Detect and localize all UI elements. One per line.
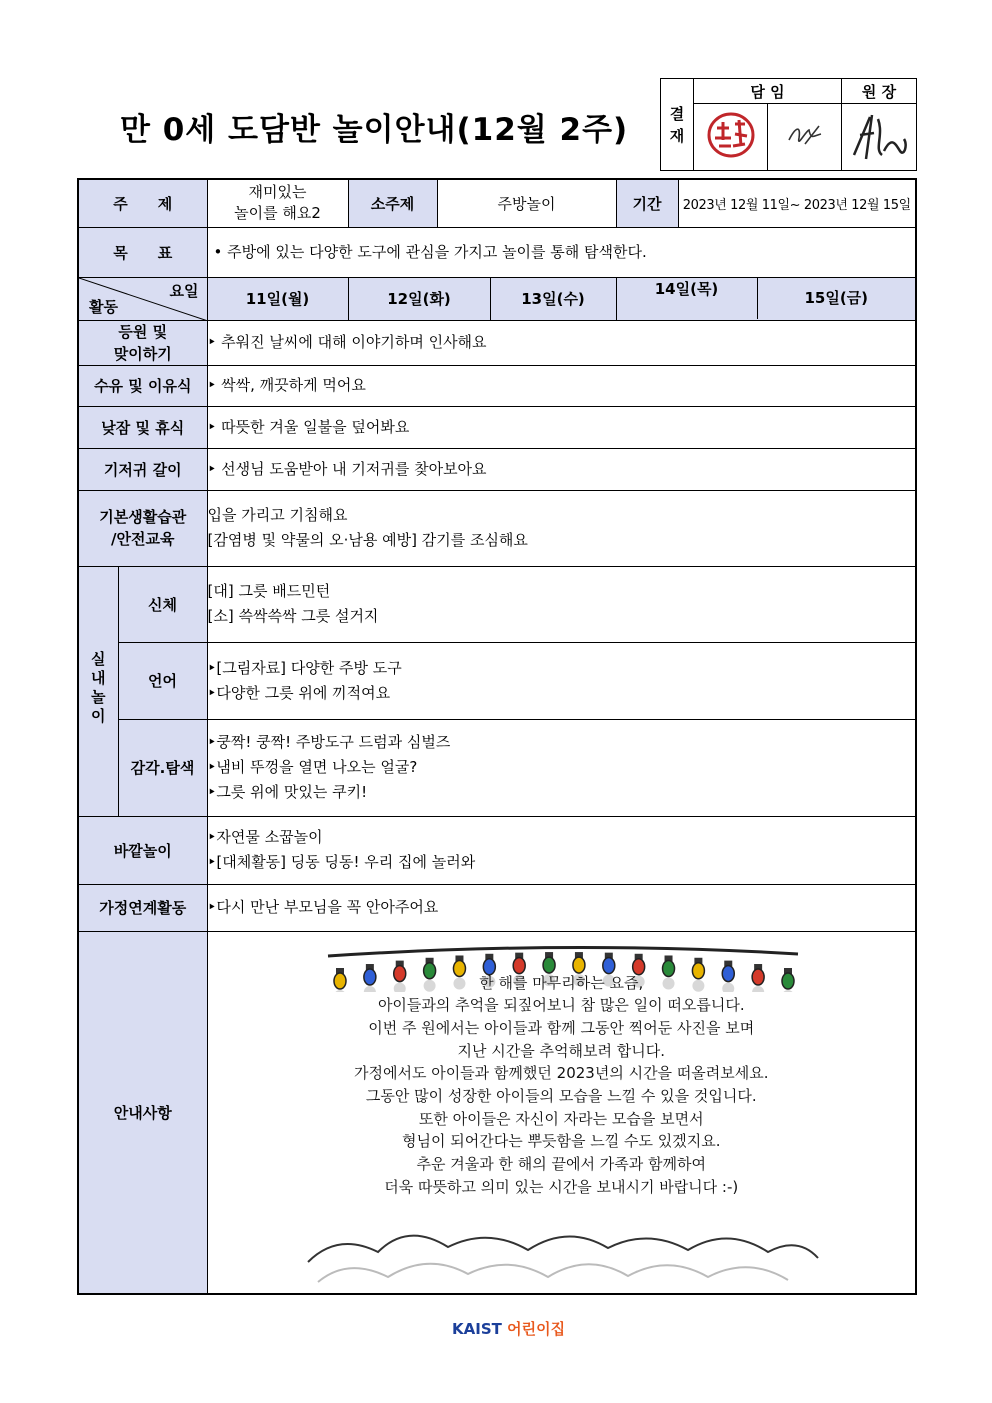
nap-label: 낮잠 및 휴식 — [78, 406, 207, 448]
subtheme-label: 소주제 — [348, 179, 437, 227]
day-thu: 14일(목) — [654, 280, 719, 298]
day-wed: 13일(수) — [490, 277, 616, 320]
notice-text: 한 해를 마무리하는 요즘, 아이들과의 추억을 되짚어보니 참 많은 일이 떠오릅니다. 이번 주 원에서는 아이들과 함께 그동안 찍어둔 사진을 보며 지난 시간을 추억해보려 합니다. 가정에서도 아이들과 함께했던 2023년의 시간을 떠올려보세요. 그동안 많이 성장한 아이들의 모습을 느낄 수 있을 것입니다. 또한 아이들은 자신이 자라는 모습을 보면서 형님이 되어간다는 뿌듯함을 느낄 수도 있겠지요. 추운 겨울과 한 해의 끝에서 가족과 함께하여 더욱 따뜻하고 의미 있는 시간을 보내시기 바랍니다 :-) — [353, 973, 769, 1196]
page-title: 만 0세 도담반 놀이안내(12월 2주) — [120, 112, 629, 148]
day-activity-corner: 요일 활동 — [78, 277, 207, 320]
habit-label: 기본생활습관 /안전교육 — [78, 490, 207, 566]
indoor-body-text: [대] 그릇 배드민턴 [소] 쓱싹쓱싹 그릇 설거지 — [207, 566, 916, 642]
feeding-text: ‣ 싹싹, 깨끗하게 먹어요 — [207, 365, 916, 406]
arrival-label: 등원 및 맞이하기 — [78, 320, 207, 365]
indoor-language-text: ‣[그림자료] 다양한 주방 도구 ‣다양한 그릇 위에 끼적여요 — [207, 642, 916, 719]
arrival-text: ‣ 추워진 날씨에 대해 이야기하며 인사해요 — [207, 320, 916, 365]
day-thu-fri — [616, 277, 916, 320]
subtheme-value: 주방놀이 — [437, 179, 616, 227]
indoor-sense-label: 감각.탐색 — [118, 719, 207, 816]
indoor-body-label: 신체 — [118, 566, 207, 642]
notice-label: 안내사항 — [78, 931, 207, 1294]
footer-logo: KAIST 어린이집 — [452, 1320, 566, 1338]
approval-teacher-header: 담 임 — [694, 79, 842, 104]
habit-text: 입을 가리고 기침해요 [감염병 및 약물의 오·남용 예방] 감기를 조심해요 — [207, 490, 916, 566]
teacher-signature — [768, 104, 842, 171]
approval-label: 결 재 — [661, 79, 694, 171]
home-label: 가정연계활동 — [78, 884, 207, 931]
day-tue: 12일(화) — [348, 277, 490, 320]
director-signature — [842, 104, 917, 171]
period-label: 기간 — [616, 179, 678, 227]
indoor-label: 실내놀이 — [78, 566, 118, 816]
home-text: ‣다시 만난 부모님을 꼭 안아주어요 — [207, 884, 916, 931]
period-value: 2023년 12월 11일~ 2023년 12월 15일 — [678, 179, 916, 227]
clouds-illustration — [208, 1222, 916, 1292]
diaper-text: ‣ 선생님 도움받아 내 기저귀를 찾아보아요 — [207, 448, 916, 490]
day-fri: 15일(금) — [757, 278, 916, 319]
notice-content — [207, 931, 916, 1294]
feeding-label: 수유 및 이유식 — [78, 365, 207, 406]
plan-table — [77, 178, 917, 1295]
day-mon: 11일(월) — [207, 277, 348, 320]
indoor-language-label: 언어 — [118, 642, 207, 719]
teacher-seal — [694, 104, 768, 171]
theme-value: 재미있는 놀이를 해요2 — [207, 179, 348, 227]
theme-label: 주 제 — [78, 179, 207, 227]
light-bulb — [543, 957, 555, 973]
goal-label: 목 표 — [78, 227, 207, 277]
indoor-sense-text: ‣쿵짝! 쿵짝! 주방도구 드럼과 심벌즈 ‣냄비 뚜껑을 열면 나오는 얼굴? ‣그릇 위에 맛있는 쿠키! — [207, 719, 916, 816]
goal-value: • 주방에 있는 다양한 도구에 관심을 가지고 놀이를 통해 탐색한다. — [207, 227, 916, 277]
outdoor-text: ‣자연물 소꿉놀이 ‣[대체활동] 딩동 딩동! 우리 집에 놀러와 — [207, 816, 916, 884]
light-bulb — [572, 957, 584, 973]
approval-director-header: 원 장 — [842, 79, 917, 104]
nap-text: ‣ 따뜻한 겨울 일불을 덮어봐요 — [207, 406, 916, 448]
diaper-label: 기저귀 갈이 — [78, 448, 207, 490]
approval-box — [660, 78, 917, 171]
outdoor-label: 바깥놀이 — [78, 816, 207, 884]
